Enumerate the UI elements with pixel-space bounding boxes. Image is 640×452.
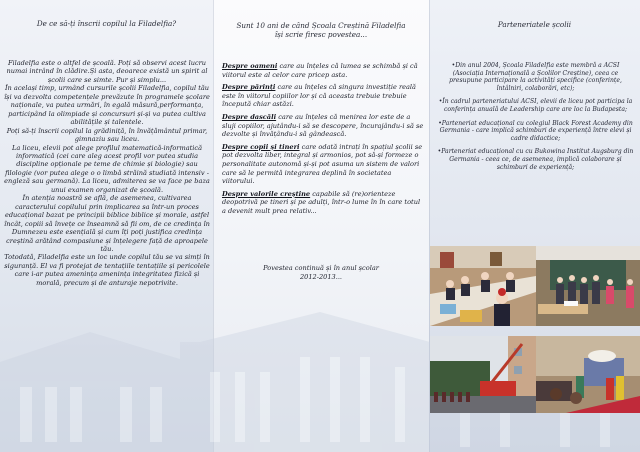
story-item-text: care au înțeles că singura investiție reală este în viitorul copiilor lor și că aceasta trebuie trebuie începută chiar astăzi. (222, 83, 416, 109)
fire-truck-image (430, 336, 536, 413)
story-item-label: Despre dascăli (222, 112, 277, 121)
story-item (222, 83, 425, 109)
photo-stage-performance (536, 336, 640, 413)
story-item-text: care au înțeles că menirea lor este de a sluji copiilor, ajutându-i să se descopere, încurajându-i să se dezvolte și învățându-i să gândească. (222, 112, 424, 139)
middle-title-line2: își scrie firesc povestea... (274, 30, 368, 39)
middle-panel-title (213, 21, 429, 39)
photo-fire-truck (430, 336, 536, 413)
story-item-label: Despre valorile creștine (222, 189, 311, 198)
middle-panel-footer (213, 264, 429, 281)
paragraph: În același timp, urmând cursurile școlii Filadelfia, copilul tău își va dezvolta competențele prevăzute în programele școlare naționale, va putea urmări, în egală măsură,performanța, participând la olimpiade și concursuri și-și va putea cultiva abilitățile și talentele. (4, 84, 210, 127)
middle-panel-body (222, 62, 425, 220)
story-item (222, 113, 425, 139)
story-item-label: Despre copii și tineri (222, 142, 300, 151)
partnership-item: •Parteneriat educațional cu cu Bukowina Institut Augsburg din Germania - ceea ce, de asemenea, implică colaborare și schimburi de experiență; (437, 148, 634, 171)
footer-line2: 2012-2013... (299, 272, 343, 281)
partnership-item: •Parteneriat educațional cu colegiul Black Forest Academy din Germania - care implică schimburi de experiență între elevi și cadre didactice; (438, 119, 633, 142)
story-item-text: care odată intrați în spațiul școlii se pot dezvolta liber, integral și armonios, pot să-și formeze o personalitate autonomă și-și pot asuma un sistem de valori care să le permită integrarea deplină în societatea viitorului. (222, 142, 423, 186)
paragraph: Totodată, Filadelfia este un loc unde copilul tău se va simți în siguranță. El va fi protejat de tentațiile tentațiile și pericolele care i-ar putea amenința amenința integritatea fizică și morală, precum și de anturaje nepotrivite. (4, 253, 210, 287)
paragraph: La liceu, elevii pot alege profilul matematică-informatică informatică (cei care aleg acest profil vor putea studia discipline opționale pe teme de chimie și biologie) sau filologie (vor putea alege o o limbă străină studiată intensiv - engleză sau germană). La liceu, admiterea se va face pe baza unui examen organizat de școală. (4, 143, 210, 194)
paragraph: Filadelfia este o altfel de școală. Poți să observi acest lucru numai intrând în clădire.Și asta, deoarece există un spirit al școlii care se simte. Pur și simplu... (6, 59, 208, 84)
footer-line1: Povestea continuă și în anul școlar (263, 264, 379, 272)
story-item (222, 62, 425, 79)
middle-title-line1: Sunt 10 ani de când Școala Creștină Filadelfia (236, 21, 406, 30)
story-item-label: Despre părinți (222, 83, 276, 92)
story-item (222, 143, 425, 186)
photo-class-group (536, 246, 640, 326)
class-group-image (536, 246, 640, 326)
stage-performance-image (536, 336, 640, 413)
partnerships-list (437, 62, 634, 177)
paragraph: În atenția noastră se află, de asemenea, cultivarea caracterului copilului prin implicarea sa într-un proces educațional bazat pe principii biblice biblice și morale, astfel încât, copiii să învețe ce înseamnă să fii om, de ce credința în Dumnezeu este esențială și cum îți poți justifica credința creștină arătând compasiune și înțelegere față de aproapele tău. (4, 194, 210, 253)
story-item (222, 190, 425, 216)
paragraph: Poți să-ți înscrii copilul la grădiniță, în învățământul primar, gimnaziu sau liceu. (6, 126, 208, 144)
right-panel-title: Parteneriatele școlii (497, 20, 572, 29)
left-panel-body (4, 59, 210, 287)
classroom-photo-image (430, 246, 536, 326)
partnership-item: •Din anul 2004, Școala Filadelfia este membră a ACSI (Asociația Internațională a Școlilor Creștine), ceea ce presupune participare la activități specifice (conferințe, întâlniri, colaborări, etc); (449, 62, 622, 92)
left-panel-title: De ce să-ți înscrii copilul la Filadelfia? (36, 19, 177, 28)
partnership-item: •În cadrul parteneriatului ACSI, elevii de liceu pot participa la conferința anuală de Leadership care are loc la Budapesta; (438, 98, 633, 113)
photo-classroom (430, 246, 536, 326)
story-item-text: care au înțeles că lumea se schimbă și că viitorul este al celor care pricep asta. (222, 62, 418, 79)
story-item-label: Despre oameni (222, 62, 278, 70)
story-item-text: capabile să (re)orienteze deopotrivă pe tineri și pe adulți, într-o lume în în care totul a devenit mult prea relativ... (222, 189, 421, 215)
